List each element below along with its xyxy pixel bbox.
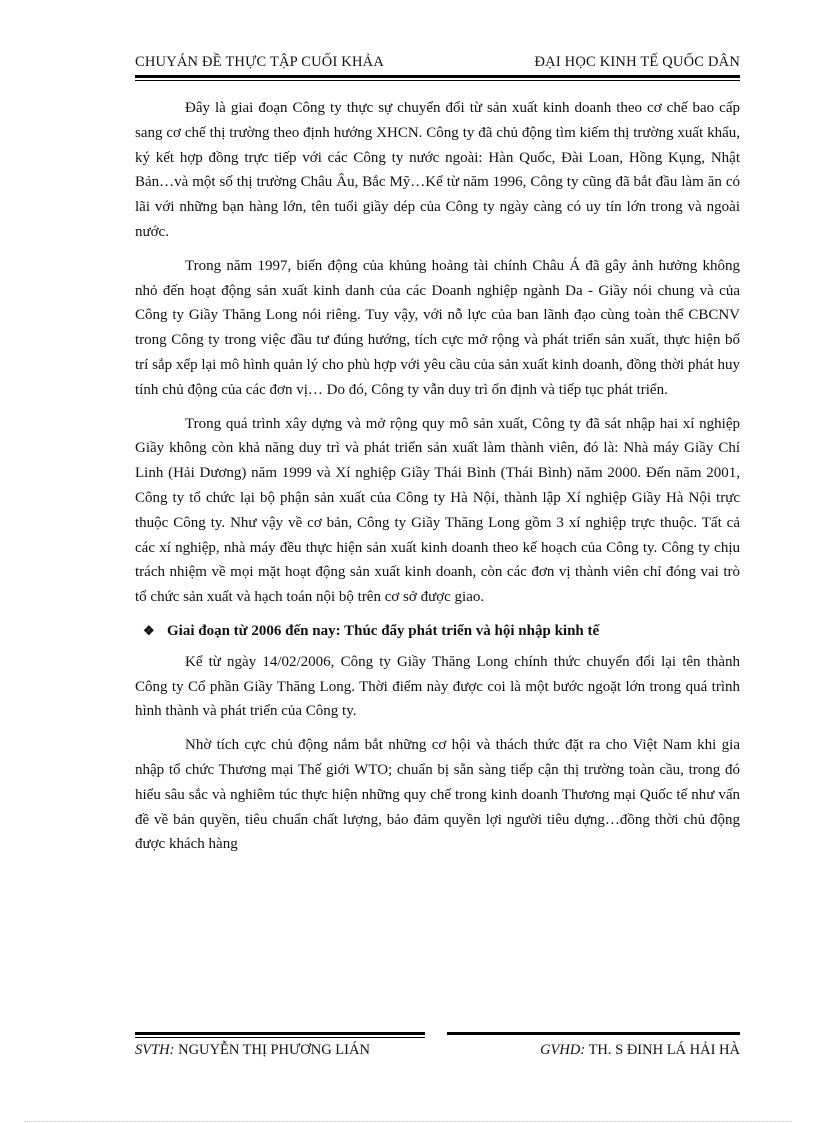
paragraph-3: Trong quá trình xây dựng và mở rộng quy mô sản xuất, Công ty đã sát nhập hai xí nghiệp Giầy không còn khả năng duy trì và phát triển sản xuất làm thành viên, đó là: Nhà máy Giầy Chí Linh (Hải Dương) năm 1999 và Xí nghiệp Giầy Thái Bình (Thái Bình) năm 2000. Đến năm 2001, Công ty tổ chức lại bộ phận sản xuất của Công ty Hà Nội, thành lập Xí nghiệp Giầy Hà Nội trực thuộc Công ty. Như vậy về cơ bản, Công ty Giầy Thăng Long gồm 3 xí nghiệp trực thuộc. Tất cả các xí nghiệp, nhà máy đều thực hiện sản xuất kinh doanh theo kế hoạch của Công ty. Công ty chịu trách nhiệm về mọi mặt hoạt động sản xuất kinh doanh, còn các đơn vị thành viên chỉ đóng vai trò tổ chức sản xuất và hạch toán nội bộ trên cơ sở được giao. [135,415,740,606]
paragraph-5: Nhờ tích cực chủ động nắm bắt những cơ hội và thách thức đặt ra cho Việt Nam khi gia nhập tổ chức Thương mại Thế giới WTO; chuẩn bị sẵn sàng tiếp cận thị trường toàn cầu, trong đó hiểu sâu sắc và nghiêm túc thực hiện những quy chế trong kinh doanh Thương mại Quốc tế như vấn đề về bản quyền, tiêu chuẩn chất lượng, bảo đảm quyền lợi người tiêu dựng…đồng thời chủ động được khách hàng [135,737,740,853]
section-heading-text: Giai đoạn từ 2006 đến nay: Thúc đẩy phát triển và hội nhập kinh tế [167,622,600,639]
footer-student-name: NGUYỄN THỊ PHƯƠNG LIÁN [178,1042,370,1058]
page-header [135,54,740,76]
section-heading [135,619,740,644]
footer-advisor [540,1042,740,1059]
header-course-title: CHUYÁN ĐỀ THỰC TẬP CUỐI KHẢA [135,54,384,70]
footer-student [135,1042,370,1059]
paragraph-1: Đây là giai đoạn Công ty thực sự chuyển đổi từ sản xuất kinh doanh theo cơ chế bao cấp sang cơ chế thị trường theo định hướng XHCN. Công ty đã chủ động tìm kiếm thị trường xuất khẩu, ký kết hợp đồng trực tiếp với các Công ty nước ngoài: Hàn Quốc, Đài Loan, Hồng Kụng, Nhật Bản…và một số thị trường Châu Âu, Bắc Mỹ…Kể từ năm 1996, Công ty cũng đã bắt đầu làm ăn có lãi với những bạn hàng lớn, tên tuổi giầy dép của Công ty ngày càng có uy tín lớn trong và ngoài nước. [135,100,740,240]
footer-rule-right [447,1032,740,1035]
page-footer [135,1042,740,1064]
paragraph-4: Kể từ ngày 14/02/2006, Công ty Giầy Thăng Long chính thức chuyển đổi lại tên thành Công ty Cổ phần Giầy Thăng Long. Thời điểm này được coi là một bước ngoặt lớn trong quá trình hình thành và phát triển của Công ty. [135,653,740,720]
footer-advisor-label: GVHD: [540,1042,586,1058]
header-rule [135,75,740,78]
page-bottom-edge [24,1121,792,1122]
footer-student-label: SVTH: [135,1042,175,1058]
header-rule-thin [135,80,740,81]
footer-rule-left [135,1032,425,1035]
paragraph-2: Trong năm 1997, biến động của khủng hoảng tài chính Châu Á đã gây ảnh hưởng không nhỏ đến hoạt động sản xuất kinh danh của các Doanh nghiệp ngành Da - Giầy nói chung và của Công ty Giầy Thăng Long nói riêng. Tuy vậy, với nỗ lực của ban lãnh đạo cùng toàn thể CBCNV trong Công ty trong việc đầu tư đúng hướng, tích cực mở rộng và phát triển sản xuất, thực hiện bố trí sắp xếp lại mô hình quản lý cho phù hợp với yêu cầu của sản xuất kinh doanh, đồng thời phát huy tính chủ động của các đơn vị… Do đó, Công ty vẫn duy trì ổn định và tiếp tục phát triển. [135,257,740,398]
document-body [135,96,740,866]
footer-advisor-name: TH. S ĐINH LÁ HẢI HÀ [588,1042,740,1058]
diamond-bullet-icon: ❖ [143,622,155,638]
footer-rule-thin [135,1037,425,1038]
header-university: ĐẠI HỌC KINH TẾ QUỐC DÂN [534,54,740,70]
